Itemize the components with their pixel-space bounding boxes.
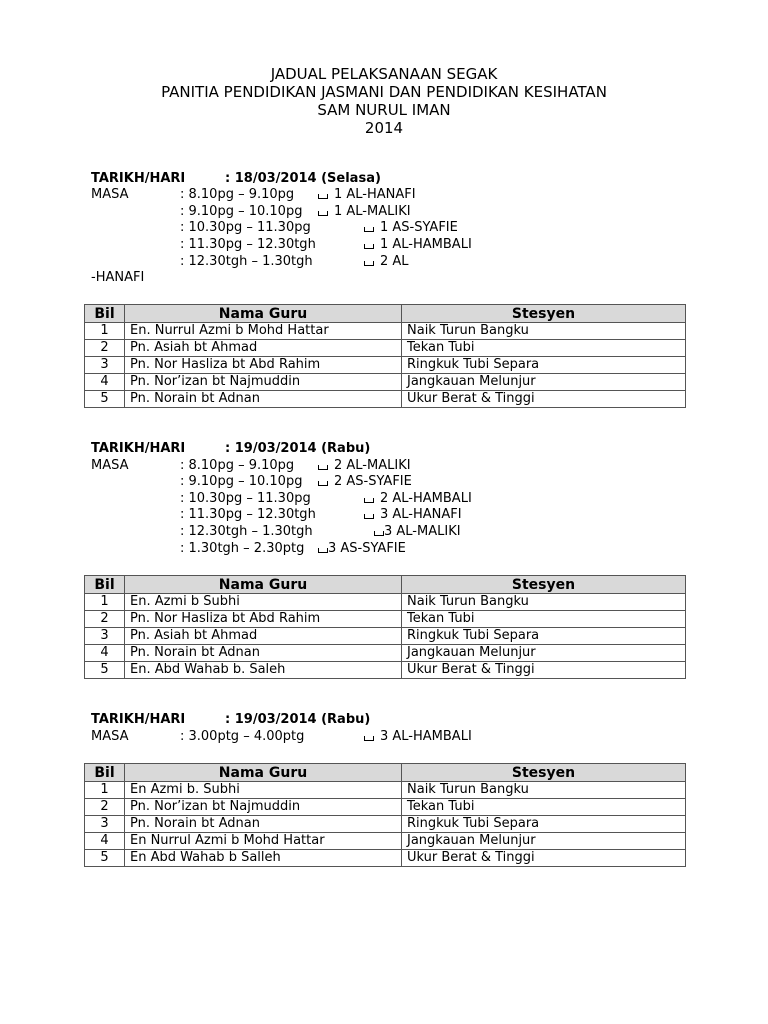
cell-nama-guru: Pn. Nor Hasliza bt Abd Rahim (125, 357, 402, 374)
section-2-slot-3-class: 2 AL-HAMBALI (364, 491, 472, 507)
section-2-slot-6-class: 3 AS-SYAFIE (318, 541, 406, 557)
cell-bil: 1 (85, 323, 125, 340)
section-1-slot-1-time: : 8.10pg – 9.10pg (180, 187, 295, 202)
section-1-date-value: : 18/03/2014 (Selasa) (225, 171, 381, 186)
header-stesyen: Stesyen (402, 576, 686, 594)
table-row (85, 799, 686, 816)
arrow-icon (318, 194, 328, 199)
section-3-date-value: : 19/03/2014 (Rabu) (225, 712, 371, 727)
arrow-icon (364, 244, 374, 249)
section-3-date-label: TARIKH/HARI (91, 712, 186, 727)
table-row (85, 391, 686, 408)
cell-stesyen: Jangkauan Melunjur (402, 374, 686, 391)
header-nama-guru: Nama Guru (125, 305, 402, 323)
title-line-1: JADUAL PELAKSANAAN SEGAK (270, 65, 498, 83)
cell-nama-guru: Pn. Norain bt Adnan (125, 816, 402, 833)
cell-stesyen: Naik Turun Bangku (402, 323, 686, 340)
cell-nama-guru: En. Abd Wahab b. Saleh (125, 662, 402, 679)
cell-bil: 5 (85, 391, 125, 408)
cell-stesyen: Ukur Berat & Tinggi (402, 662, 686, 679)
table-row (85, 850, 686, 867)
table-row (85, 594, 686, 611)
header-stesyen: Stesyen (402, 305, 686, 323)
header-stesyen: Stesyen (402, 764, 686, 782)
section-1-slot-2-time: : 9.10pg – 10.10pg (180, 204, 303, 219)
title-line-3: SAM NURUL IMAN (317, 101, 451, 119)
cell-stesyen: Ukur Berat & Tinggi (402, 391, 686, 408)
section-2-slot-4-class: 3 AL-HANAFI (364, 507, 462, 523)
table-row (85, 611, 686, 628)
table-row (85, 833, 686, 850)
section-1-date-label: TARIKH/HARI (91, 171, 186, 186)
cell-stesyen: Tekan Tubi (402, 340, 686, 357)
table-row (85, 628, 686, 645)
cell-stesyen: Naik Turun Bangku (402, 594, 686, 611)
cell-nama-guru: En Abd Wahab b Salleh (125, 850, 402, 867)
cell-bil: 4 (85, 374, 125, 391)
section-1-table (84, 304, 686, 408)
cell-nama-guru: Pn. Asiah bt Ahmad (125, 628, 402, 645)
section-2-slot-3-time: : 10.30pg – 11.30pg (180, 491, 311, 506)
section-2-slot-6-time: : 1.30tgh – 2.30ptg (180, 541, 305, 556)
table-row (85, 323, 686, 340)
arrow-icon (374, 531, 384, 536)
cell-stesyen: Tekan Tubi (402, 799, 686, 816)
section-2-slot-2-class: 2 AS-SYAFIE (318, 474, 412, 490)
cell-bil: 2 (85, 611, 125, 628)
cell-stesyen: Naik Turun Bangku (402, 782, 686, 799)
cell-nama-guru: Pn. Asiah bt Ahmad (125, 340, 402, 357)
cell-nama-guru: Pn. Nor Hasliza bt Abd Rahim (125, 611, 402, 628)
title-line-4: 2014 (364, 119, 404, 137)
cell-stesyen: Ringkuk Tubi Separa (402, 816, 686, 833)
cell-nama-guru: Pn. Norain bt Adnan (125, 645, 402, 662)
arrow-icon (364, 227, 374, 232)
table-row (85, 782, 686, 799)
section-2-table (84, 575, 686, 679)
section-1-slot-4-time: : 11.30pg – 12.30tgh (180, 237, 316, 252)
table-row (85, 816, 686, 833)
cell-nama-guru: Pn. Nor’izan bt Najmuddin (125, 799, 402, 816)
section-2-date-value: : 19/03/2014 (Rabu) (225, 441, 371, 456)
section-1-slot-5-class: 2 AL (364, 254, 409, 270)
cell-bil: 2 (85, 340, 125, 357)
table-row (85, 645, 686, 662)
title-line-2: PANITIA PENDIDIKAN JASMANI DAN PENDIDIKAN KESIHATAN (161, 83, 607, 101)
arrow-icon (364, 261, 374, 266)
section-3-slot-1-class: 3 AL-HAMBALI (364, 729, 472, 745)
arrow-icon (364, 498, 374, 503)
cell-nama-guru: En. Nurrul Azmi b Mohd Hattar (125, 323, 402, 340)
section-1-slot-1-class: 1 AL-HANAFI (318, 187, 416, 203)
header-bil: Bil (85, 576, 125, 594)
header-bil: Bil (85, 305, 125, 323)
section-1-slot-4-class: 1 AL-HAMBALI (364, 237, 472, 253)
section-2-slot-1-class: 2 AL-MALIKI (318, 458, 411, 474)
section-1-slot-3-time: : 10.30pg – 11.30pg (180, 220, 311, 235)
cell-bil: 2 (85, 799, 125, 816)
section-1-masa-label: MASA (91, 187, 129, 202)
cell-bil: 4 (85, 833, 125, 850)
cell-nama-guru: En Nurrul Azmi b Mohd Hattar (125, 833, 402, 850)
section-1-overflow-text: -HANAFI (91, 270, 145, 285)
table-header-row (85, 764, 686, 782)
table-header-row (85, 576, 686, 594)
cell-nama-guru: Pn. Norain bt Adnan (125, 391, 402, 408)
table-row (85, 340, 686, 357)
arrow-icon (318, 465, 328, 470)
cell-nama-guru: Pn. Nor’izan bt Najmuddin (125, 374, 402, 391)
table-row (85, 662, 686, 679)
table-row (85, 357, 686, 374)
header-bil: Bil (85, 764, 125, 782)
section-1-slot-3-class: 1 AS-SYAFIE (364, 220, 458, 236)
header-nama-guru: Nama Guru (125, 764, 402, 782)
cell-bil: 5 (85, 850, 125, 867)
section-2-slot-5-class: 3 AL-MALIKI (374, 524, 461, 540)
cell-bil: 4 (85, 645, 125, 662)
section-2-masa-label: MASA (91, 458, 129, 473)
cell-stesyen: Ukur Berat & Tinggi (402, 850, 686, 867)
cell-nama-guru: En. Azmi b Subhi (125, 594, 402, 611)
table-row (85, 374, 686, 391)
arrow-icon (364, 514, 374, 519)
section-3-masa-label: MASA (91, 729, 129, 744)
cell-bil: 3 (85, 357, 125, 374)
arrow-icon (318, 481, 328, 486)
arrow-icon (318, 211, 328, 216)
cell-stesyen: Jangkauan Melunjur (402, 645, 686, 662)
cell-bil: 3 (85, 816, 125, 833)
section-2-slot-1-time: : 8.10pg – 9.10pg (180, 458, 295, 473)
arrow-icon (364, 736, 374, 741)
header-nama-guru: Nama Guru (125, 576, 402, 594)
table-header-row (85, 305, 686, 323)
cell-bil: 3 (85, 628, 125, 645)
cell-stesyen: Ringkuk Tubi Separa (402, 628, 686, 645)
section-2-slot-2-time: : 9.10pg – 10.10pg (180, 474, 303, 489)
section-1-slot-5-time: : 12.30tgh – 1.30tgh (180, 254, 313, 269)
section-2-slot-4-time: : 11.30pg – 12.30tgh (180, 507, 316, 522)
cell-stesyen: Tekan Tubi (402, 611, 686, 628)
cell-nama-guru: En Azmi b. Subhi (125, 782, 402, 799)
cell-bil: 5 (85, 662, 125, 679)
cell-stesyen: Jangkauan Melunjur (402, 833, 686, 850)
section-3-slot-1-time: : 3.00ptg – 4.00ptg (180, 729, 305, 744)
cell-bil: 1 (85, 782, 125, 799)
section-2-slot-5-time: : 12.30tgh – 1.30tgh (180, 524, 313, 539)
arrow-icon (318, 548, 328, 553)
section-3-table (84, 763, 686, 867)
section-1-slot-2-class: 1 AL-MALIKI (318, 204, 411, 220)
section-2-date-label: TARIKH/HARI (91, 441, 186, 456)
cell-bil: 1 (85, 594, 125, 611)
cell-stesyen: Ringkuk Tubi Separa (402, 357, 686, 374)
